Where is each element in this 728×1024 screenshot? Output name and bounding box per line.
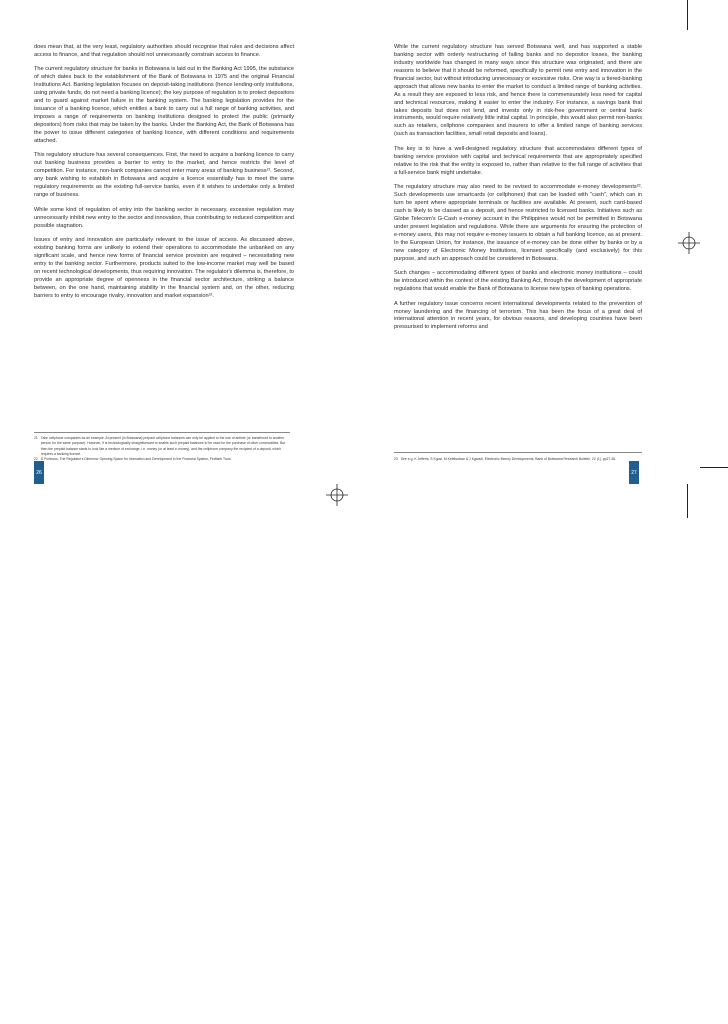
paragraph: This regulatory structure has several consequences. First, the need to acquire a banking licence to carry out banking business provides a barrier to entry to the market, and hence restricts the level of competition. For instance, non-bank companies cannot enter many areas of banking business²¹. Second, any bank wishing to establish in Botswana and acquire a licence essentially has to meet the same regulatory requirements as the existing full-service banks, even if it wishes to undertake only a limited range of business.	[34, 152, 294, 199]
footnote-text: D Porteous, The Regulator's Dilemma: Opening Space for Innovation and Development in the Financial System, FinMark Trust.	[40, 457, 232, 462]
footnote	[34, 436, 290, 457]
footnote-text: See e.g. K Jefferis, S Kgosi, M Kebitsokwe & J Kgwadi, Electronic Money Developments, Bank of Botswana Research Bulletin, 22 (1), pp27-36.	[400, 457, 617, 461]
paragraph: Such changes – accommodating different types of banks and electronic money institutions – could be introduced within the context of the existing Banking Act, through the development of appropriate regulations that would enable the Bank of Botswana to license new types of banking operations.	[394, 270, 642, 293]
footnote	[34, 457, 290, 462]
footnote-divider	[34, 432, 290, 433]
footnote	[394, 457, 642, 462]
paragraph: Issues of entry and innovation are particularly relevant to the issue of access. As discussed above, existing banking forms are unlikely to extend their operations to accommodate the unbanked on any significant scale, and hence new forms of financial service provision are required – necessitating new entry to the banking sector. Furthermore, products suited to the low-income market may well be based on recent technological developments, thus requiring innovation. The regulator's dilemma is, therefore, to provide an appropriate degree of openness in the financial sector architecture, striking a balance between, on the one hand, maintaining stability in the financial system and, on the other, reducing barriers to entry to encourage rivalry, innovation and market expansion²².	[34, 237, 294, 299]
registration-mark-icon	[326, 484, 348, 506]
footnote-number: 21	[34, 436, 38, 440]
paragraph: While the current regulatory structure has served Botswana well, and has supported a stable banking sector with orderly restructuring of failing banks and no depositor losses, the banking industry worldwide has changed in many ways since this structure was originated, and there are reasons to believe that it should be reformed, specifically to permit new entry and innovation in the financial sector, but without introducing unnecessary or excessive risks. One way is a tiered-banking approach that allows new banks to enter the market to conduct a limited range of banking activities. As a result they are exposed to less risk, and hence there is commensurately less need for capital and technical resources, making it easier to enter the industry. For instance, a savings bank that takes deposits but does not lend, and invests only in risk-free government or central bank instruments, would require relatively little initial capital. In principle, this would also permit non-banks such as retailers, cellphone companies and insurers to offer a limited range of banking services (such as transaction facilities, small retail deposits and loans).	[394, 44, 642, 138]
footnote-divider	[394, 452, 642, 453]
crop-mark	[687, 484, 688, 518]
paragraph: does mean that, at the very least, regulatory authorities should recognise that rules and decisions affect access to finance, and that regulation should not unnecessarily constrain access to finance.	[34, 44, 294, 58]
footnote-text: Take cellphone companies as an example. At present (in Botswana) prepaid cellphone balances can only be applied to the use of airtime (or transferred to another person for the same purpose). However, it is technologically straightforward to enable such prepaid balances to be used for the purchase of other commodities. But then the prepaid balance starts to look like a medium of exchange, i.e. money (or at least e-money), and the cellphone company the recipient of a deposit, which requires a banking licence.	[40, 436, 286, 456]
paragraph: A further regulatory issue concerns recent international developments related to the prevention of money laundering and the financing of terrorism. This has been the focus of a great deal of international attention in recent years, for obvious reasons, and developing countries have been pressurised to implement reforms and	[394, 300, 642, 331]
left-footnotes	[34, 436, 290, 462]
paragraph: The regulatory structure may also need to be revised to accommodate e-money developments²³. Such developments use smartcards (or cellphones) that can be loaded with "cash", which can in turn be spent where appropriate terminals or facilities are available. At present, such card-based cash is likely to be classed as a deposit, and hence restricted to licensed banks. Initiatives such as Globe Telecom's G-Cash e-money account in the Philippines would not be permitted in Botswana under present legislation and regulations. While there are arguments for ensuring the protection of e-money users, this may not require e-money issuers to obtain a full banking licence, as at present. In the European Union, for instance, the issuance of e-money can be done either by banks or by a new category of Electronic Money Institutions, licensed specifically (and exclusively) for this purpose, and such an approach could be considered in Botswana.	[394, 184, 642, 262]
paragraph: The key is to have a well-designed regulatory structure that accommodates different types of banking service provision with capital and technical requirements that are appropriately specified relative to the risk that the entity is exposed to, rather than relative to the full range of activities that a full-service bank might undertake.	[394, 145, 642, 176]
paragraph: The current regulatory structure for banks in Botswana is laid out in the Banking Act 1995, the substance of which dates back to the establishment of the Bank of Botswana in 1975 and the original Financial Institutions Act. Banking legislation focuses on deposit-taking institutions (hence lending-only institutions, using private funds, do not need a banking licence); the key purpose of regulation is to protect depositors and to guard against market failure in the banking system. The banking legislation provides for the issuance of a banking licence, which entitles a bank to carry out a full range of banking activities, and imposes a range of requirements on banking institutions designed to protect the public (primarily depositors) from risks that may be taken by the banks. Under the Banking Act, the Bank of Botswana has the power to issue different categories of banking licence, with different conditions and requirements attached.	[34, 66, 294, 144]
left-page-body	[34, 44, 294, 307]
crop-mark	[687, 0, 688, 30]
crop-mark	[700, 467, 728, 468]
footnote-number: 23	[394, 457, 398, 461]
footnote-number: 22	[34, 457, 38, 462]
right-page-body	[394, 44, 642, 339]
paragraph: While some kind of regulation of entry into the banking sector is necessary, excessive regulation may unnecessarily inhibit new entry to the sector and innovation, thus contributing to reduced competition and possible stagnation.	[34, 206, 294, 229]
page-number-left: 26	[34, 461, 44, 484]
right-footnotes	[394, 457, 642, 462]
page-number-right: 27	[629, 461, 639, 484]
registration-mark-icon	[678, 232, 700, 254]
